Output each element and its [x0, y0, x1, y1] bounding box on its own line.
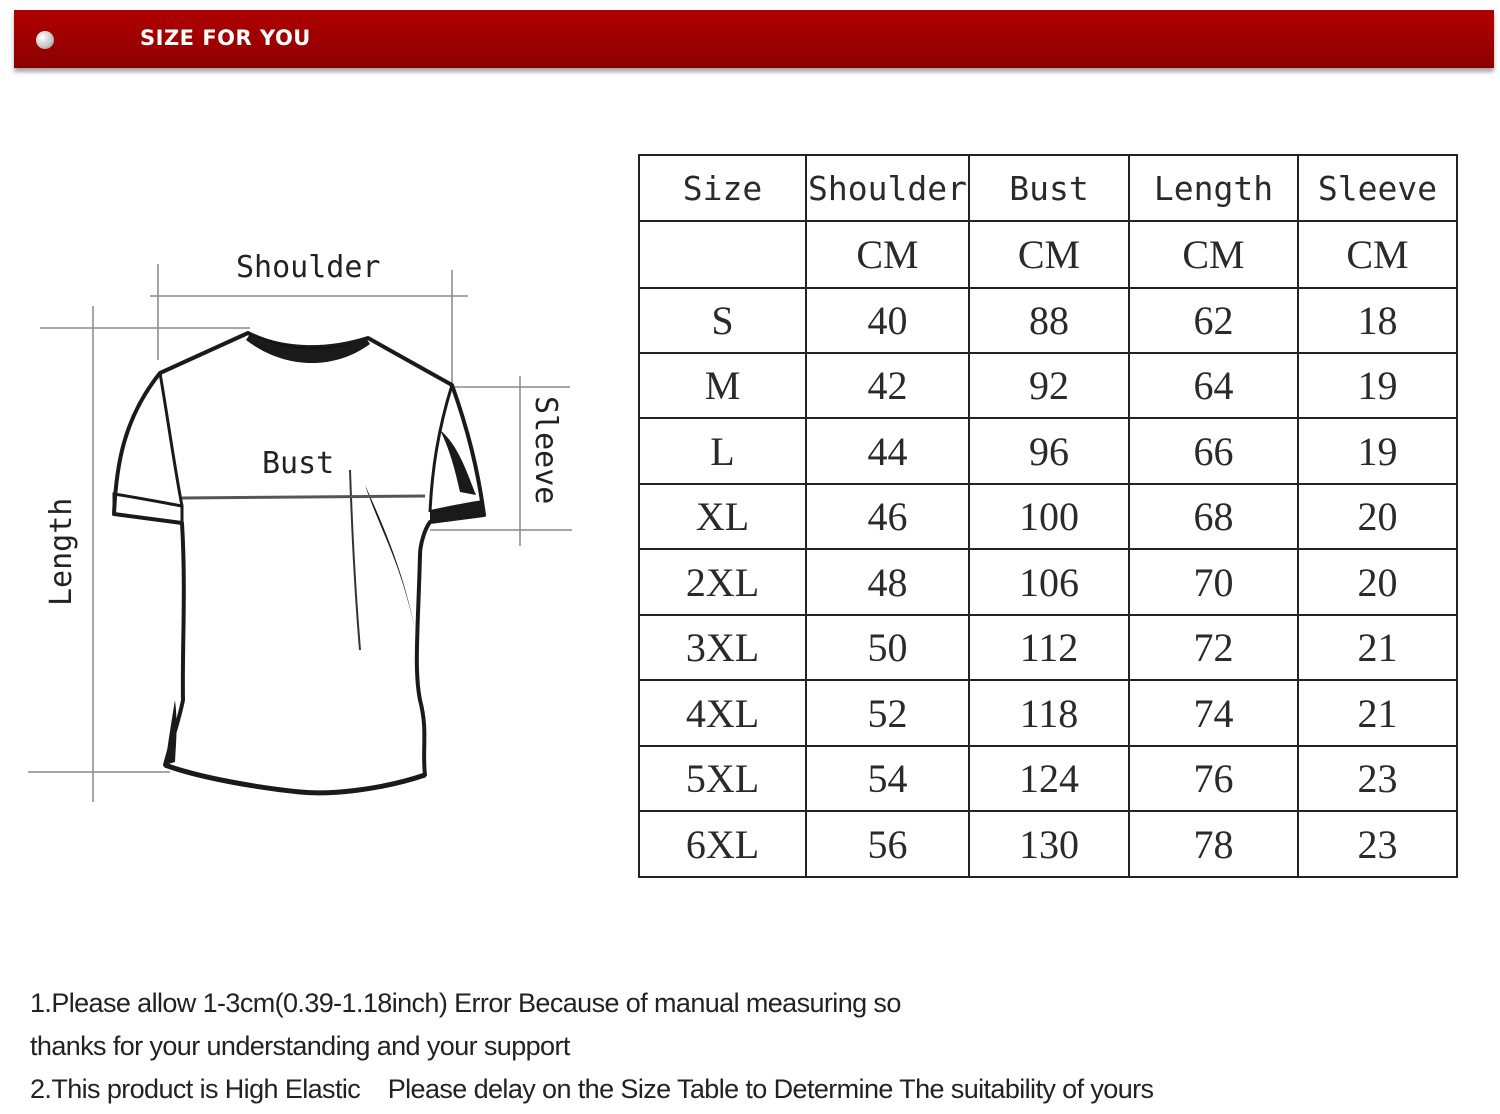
unit-cell: CM [806, 221, 969, 288]
measurement-cell: 40 [806, 288, 969, 353]
measurement-cell: 88 [969, 288, 1129, 353]
column-header: Size [639, 155, 806, 221]
measurement-cell: 19 [1298, 353, 1457, 418]
bust-label: Bust [262, 446, 335, 481]
measurement-cell: 21 [1298, 615, 1457, 680]
measurement-cell: 100 [969, 484, 1129, 549]
measurement-cell: 23 [1298, 746, 1457, 811]
sleeve-label: Sleeve [528, 396, 563, 505]
measurement-cell: 62 [1129, 288, 1298, 353]
unit-cell: CM [969, 221, 1129, 288]
header-banner [14, 10, 1494, 68]
measurement-cell: 44 [806, 418, 969, 483]
size-cell: 3XL [639, 615, 806, 680]
table-row [639, 615, 1457, 680]
notes [30, 982, 1153, 1111]
column-header: Shoulder [806, 155, 969, 221]
unit-cell [639, 221, 806, 288]
measurement-cell: 56 [806, 811, 969, 877]
note-line-2: thanks for your understanding and your support [30, 1031, 570, 1061]
note-line-3: 2.This product is High Elastic Please delay on the Size Table to Determine The suitability of yours [30, 1074, 1154, 1104]
size-cell: S [639, 288, 806, 353]
table-row [639, 811, 1457, 877]
shoulder-label: Shoulder [236, 250, 381, 285]
measurement-cell: 23 [1298, 811, 1457, 877]
size-cell: 5XL [639, 746, 806, 811]
measurement-cell: 52 [806, 680, 969, 745]
size-cell: 4XL [639, 680, 806, 745]
table-header-row [639, 155, 1457, 221]
tshirt-measurement-diagram [0, 230, 620, 830]
header-title: SIZE FOR YOU [140, 26, 311, 50]
measurement-cell: 74 [1129, 680, 1298, 745]
measurement-cell: 18 [1298, 288, 1457, 353]
measurement-cell: 96 [969, 418, 1129, 483]
table-row [639, 746, 1457, 811]
measurement-cell: 50 [806, 615, 969, 680]
measurement-cell: 78 [1129, 811, 1298, 877]
unit-cell: CM [1298, 221, 1457, 288]
table-row [639, 418, 1457, 483]
table-row [639, 288, 1457, 353]
column-header: Sleeve [1298, 155, 1457, 221]
measurement-cell: 46 [806, 484, 969, 549]
table-row [639, 353, 1457, 418]
size-cell: 2XL [639, 549, 806, 614]
measurement-cell: 92 [969, 353, 1129, 418]
units-row [639, 221, 1457, 288]
size-cell: 6XL [639, 811, 806, 877]
length-label: Length [44, 497, 79, 606]
measurement-cell: 64 [1129, 353, 1298, 418]
note-line-1: 1.Please allow 1-3cm(0.39-1.18inch) Error Because of manual measuring so [30, 988, 901, 1018]
size-cell: L [639, 418, 806, 483]
measurement-cell: 124 [969, 746, 1129, 811]
table-row [639, 484, 1457, 549]
measurement-cell: 20 [1298, 549, 1457, 614]
measurement-cell: 68 [1129, 484, 1298, 549]
measurement-cell: 106 [969, 549, 1129, 614]
unit-cell: CM [1129, 221, 1298, 288]
measurement-cell: 72 [1129, 615, 1298, 680]
measurement-cell: 20 [1298, 484, 1457, 549]
measurement-cell: 66 [1129, 418, 1298, 483]
column-header: Bust [969, 155, 1129, 221]
size-chart-table [638, 154, 1458, 878]
table-row [639, 549, 1457, 614]
measurement-cell: 48 [806, 549, 969, 614]
measurement-cell: 76 [1129, 746, 1298, 811]
bullet-dot-icon [36, 31, 54, 49]
measurement-cell: 42 [806, 353, 969, 418]
measurement-cell: 54 [806, 746, 969, 811]
measurement-cell: 19 [1298, 418, 1457, 483]
tshirt-outline-icon [0, 230, 620, 830]
measurement-cell: 118 [969, 680, 1129, 745]
measurement-cell: 70 [1129, 549, 1298, 614]
measurement-cell: 130 [969, 811, 1129, 877]
measurement-cell: 21 [1298, 680, 1457, 745]
measurement-cell: 112 [969, 615, 1129, 680]
size-cell: M [639, 353, 806, 418]
table-row [639, 680, 1457, 745]
size-cell: XL [639, 484, 806, 549]
column-header: Length [1129, 155, 1298, 221]
